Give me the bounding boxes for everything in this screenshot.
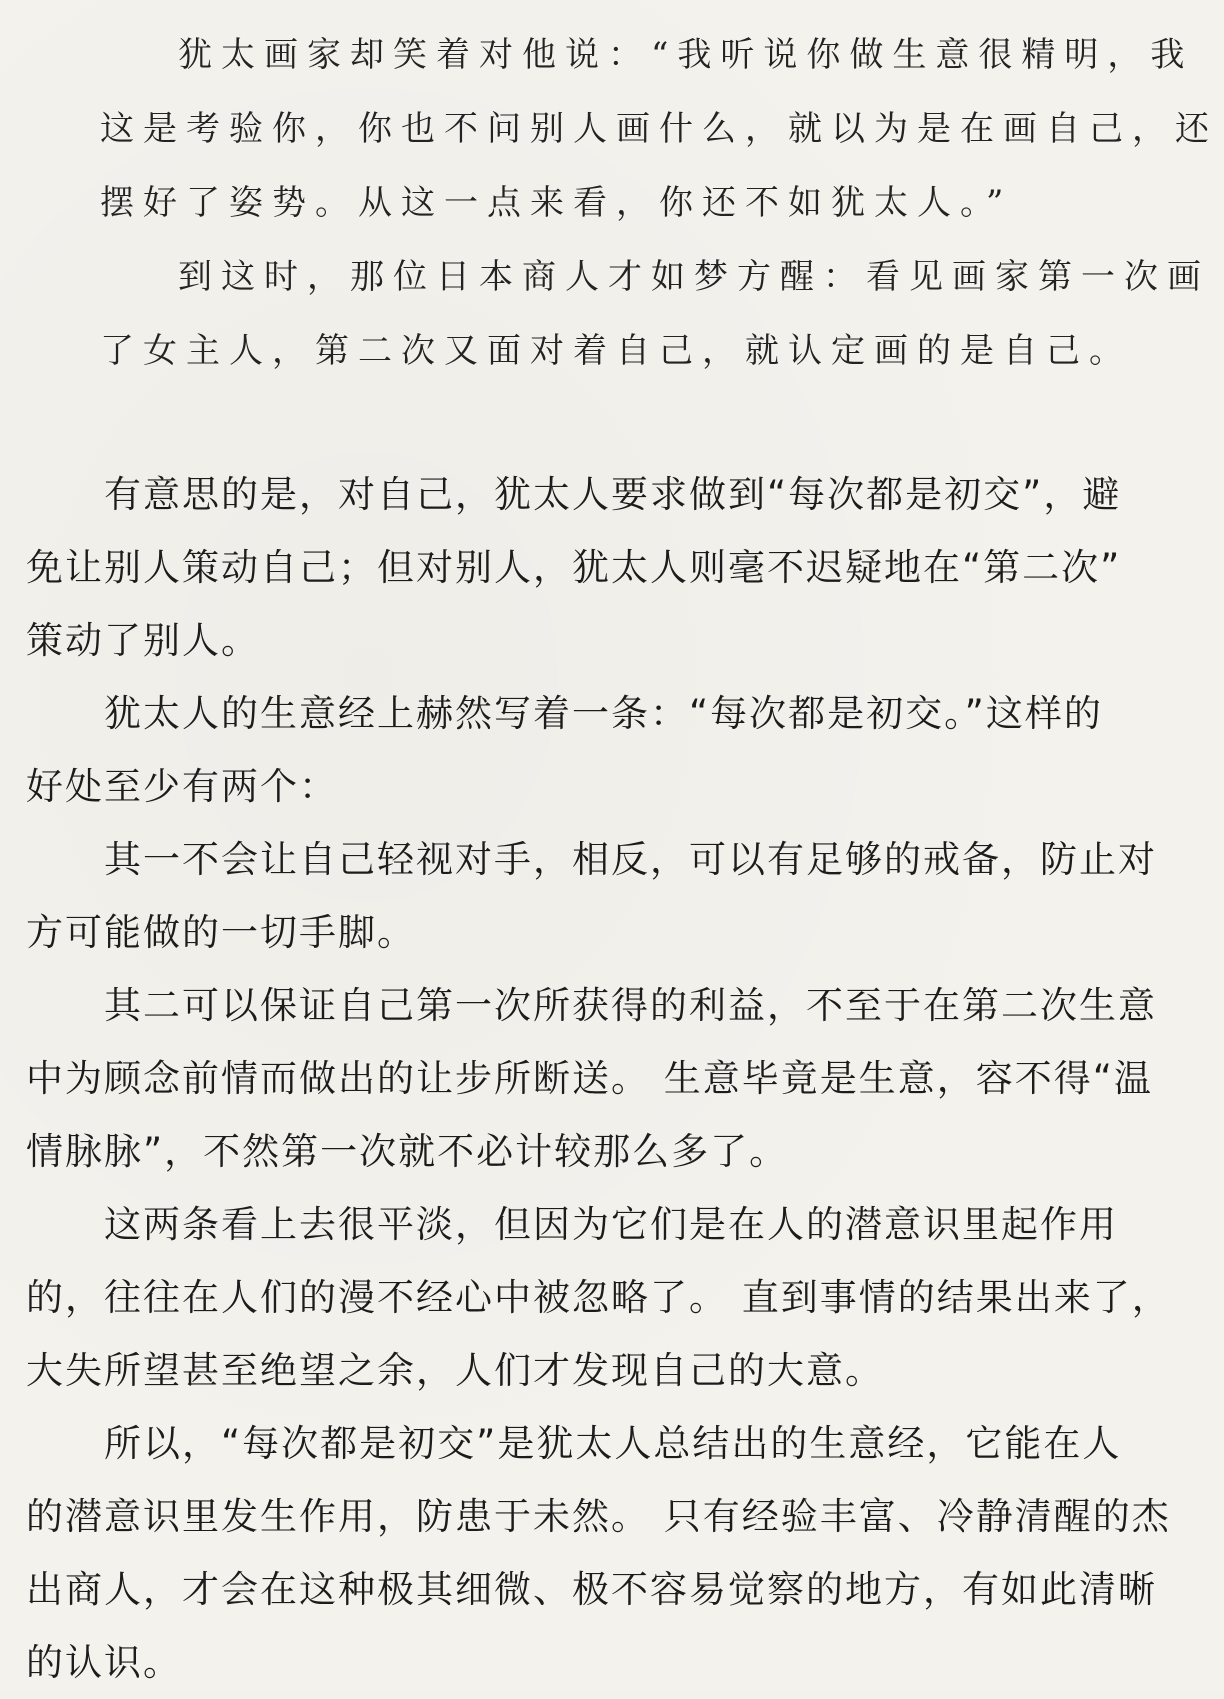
story-paragraph-2 <box>100 240 1210 388</box>
text-line: 这是考验你，你也不问别人画什么，就以为是在画自己，还 <box>100 109 1218 149</box>
text-line: 摆好了姿势。从这一点来看，你还不如犹太人。” <box>100 183 1013 223</box>
text-line: 了女主人，第二次又面对着自己，就认定画的是自己。 <box>100 331 1132 371</box>
text-line: 策动了别人。 <box>26 619 260 662</box>
text-line: 犹太人的生意经上赫然写着一条：“每次都是初交。”这样的 <box>104 692 1103 735</box>
text-line: 这两条看上去很平淡，但因为它们是在人的潜意识里起作用 <box>104 1203 1118 1246</box>
commentary-section <box>26 458 1174 1699</box>
text-line: 中为顾念前情而做出的让步所断送。 生意毕竟是生意，容不得“温 <box>26 1057 1153 1100</box>
text-line: 好处至少有两个： <box>26 765 338 808</box>
commentary-paragraph-3 <box>26 823 1174 969</box>
text-line: 的潜意识里发生作用，防患于未然。 只有经验丰富、冷静清醒的杰 <box>26 1495 1171 1538</box>
text-line: 大失所望甚至绝望之余，人们才发现自己的大意。 <box>26 1349 884 1392</box>
text-line: 的认识。 <box>26 1641 182 1684</box>
story-section <box>100 18 1218 388</box>
text-line: 免让别人策动自己；但对别人，犹太人则毫不迟疑地在“第二次” <box>26 546 1122 589</box>
text-line: 的，往往在人们的漫不经心中被忽略了。 直到事情的结果出来了， <box>26 1276 1171 1319</box>
story-paragraph-1 <box>100 18 1218 240</box>
commentary-paragraph-2 <box>26 677 1174 823</box>
text-line: 有意思的是，对自己，犹太人要求做到“每次都是初交”，避 <box>104 473 1122 516</box>
text-line: 所以，“每次都是初交”是犹太人总结出的生意经，它能在人 <box>104 1422 1122 1465</box>
commentary-paragraph-1 <box>26 458 1174 677</box>
text-line: 到这时，那位日本商人才如梦方醒：看见画家第一次画 <box>178 257 1210 297</box>
text-line: 方可能做的一切手脚。 <box>26 911 416 954</box>
commentary-paragraph-6 <box>26 1407 1174 1699</box>
text-line: 其一不会让自己轻视对手，相反，可以有足够的戒备，防止对 <box>104 838 1157 881</box>
commentary-paragraph-5 <box>26 1188 1174 1407</box>
text-line: 情脉脉”，不然第一次就不必计较那么多了。 <box>26 1130 789 1173</box>
commentary-paragraph-4 <box>26 969 1174 1188</box>
text-line: 犹太画家却笑着对他说：“我听说你做生意很精明，我 <box>178 35 1194 75</box>
text-line: 其二可以保证自己第一次所获得的利益，不至于在第二次生意 <box>104 984 1157 1027</box>
text-line: 出商人，才会在这种极其细微、极不容易觉察的地方，有如此清晰 <box>26 1568 1157 1611</box>
